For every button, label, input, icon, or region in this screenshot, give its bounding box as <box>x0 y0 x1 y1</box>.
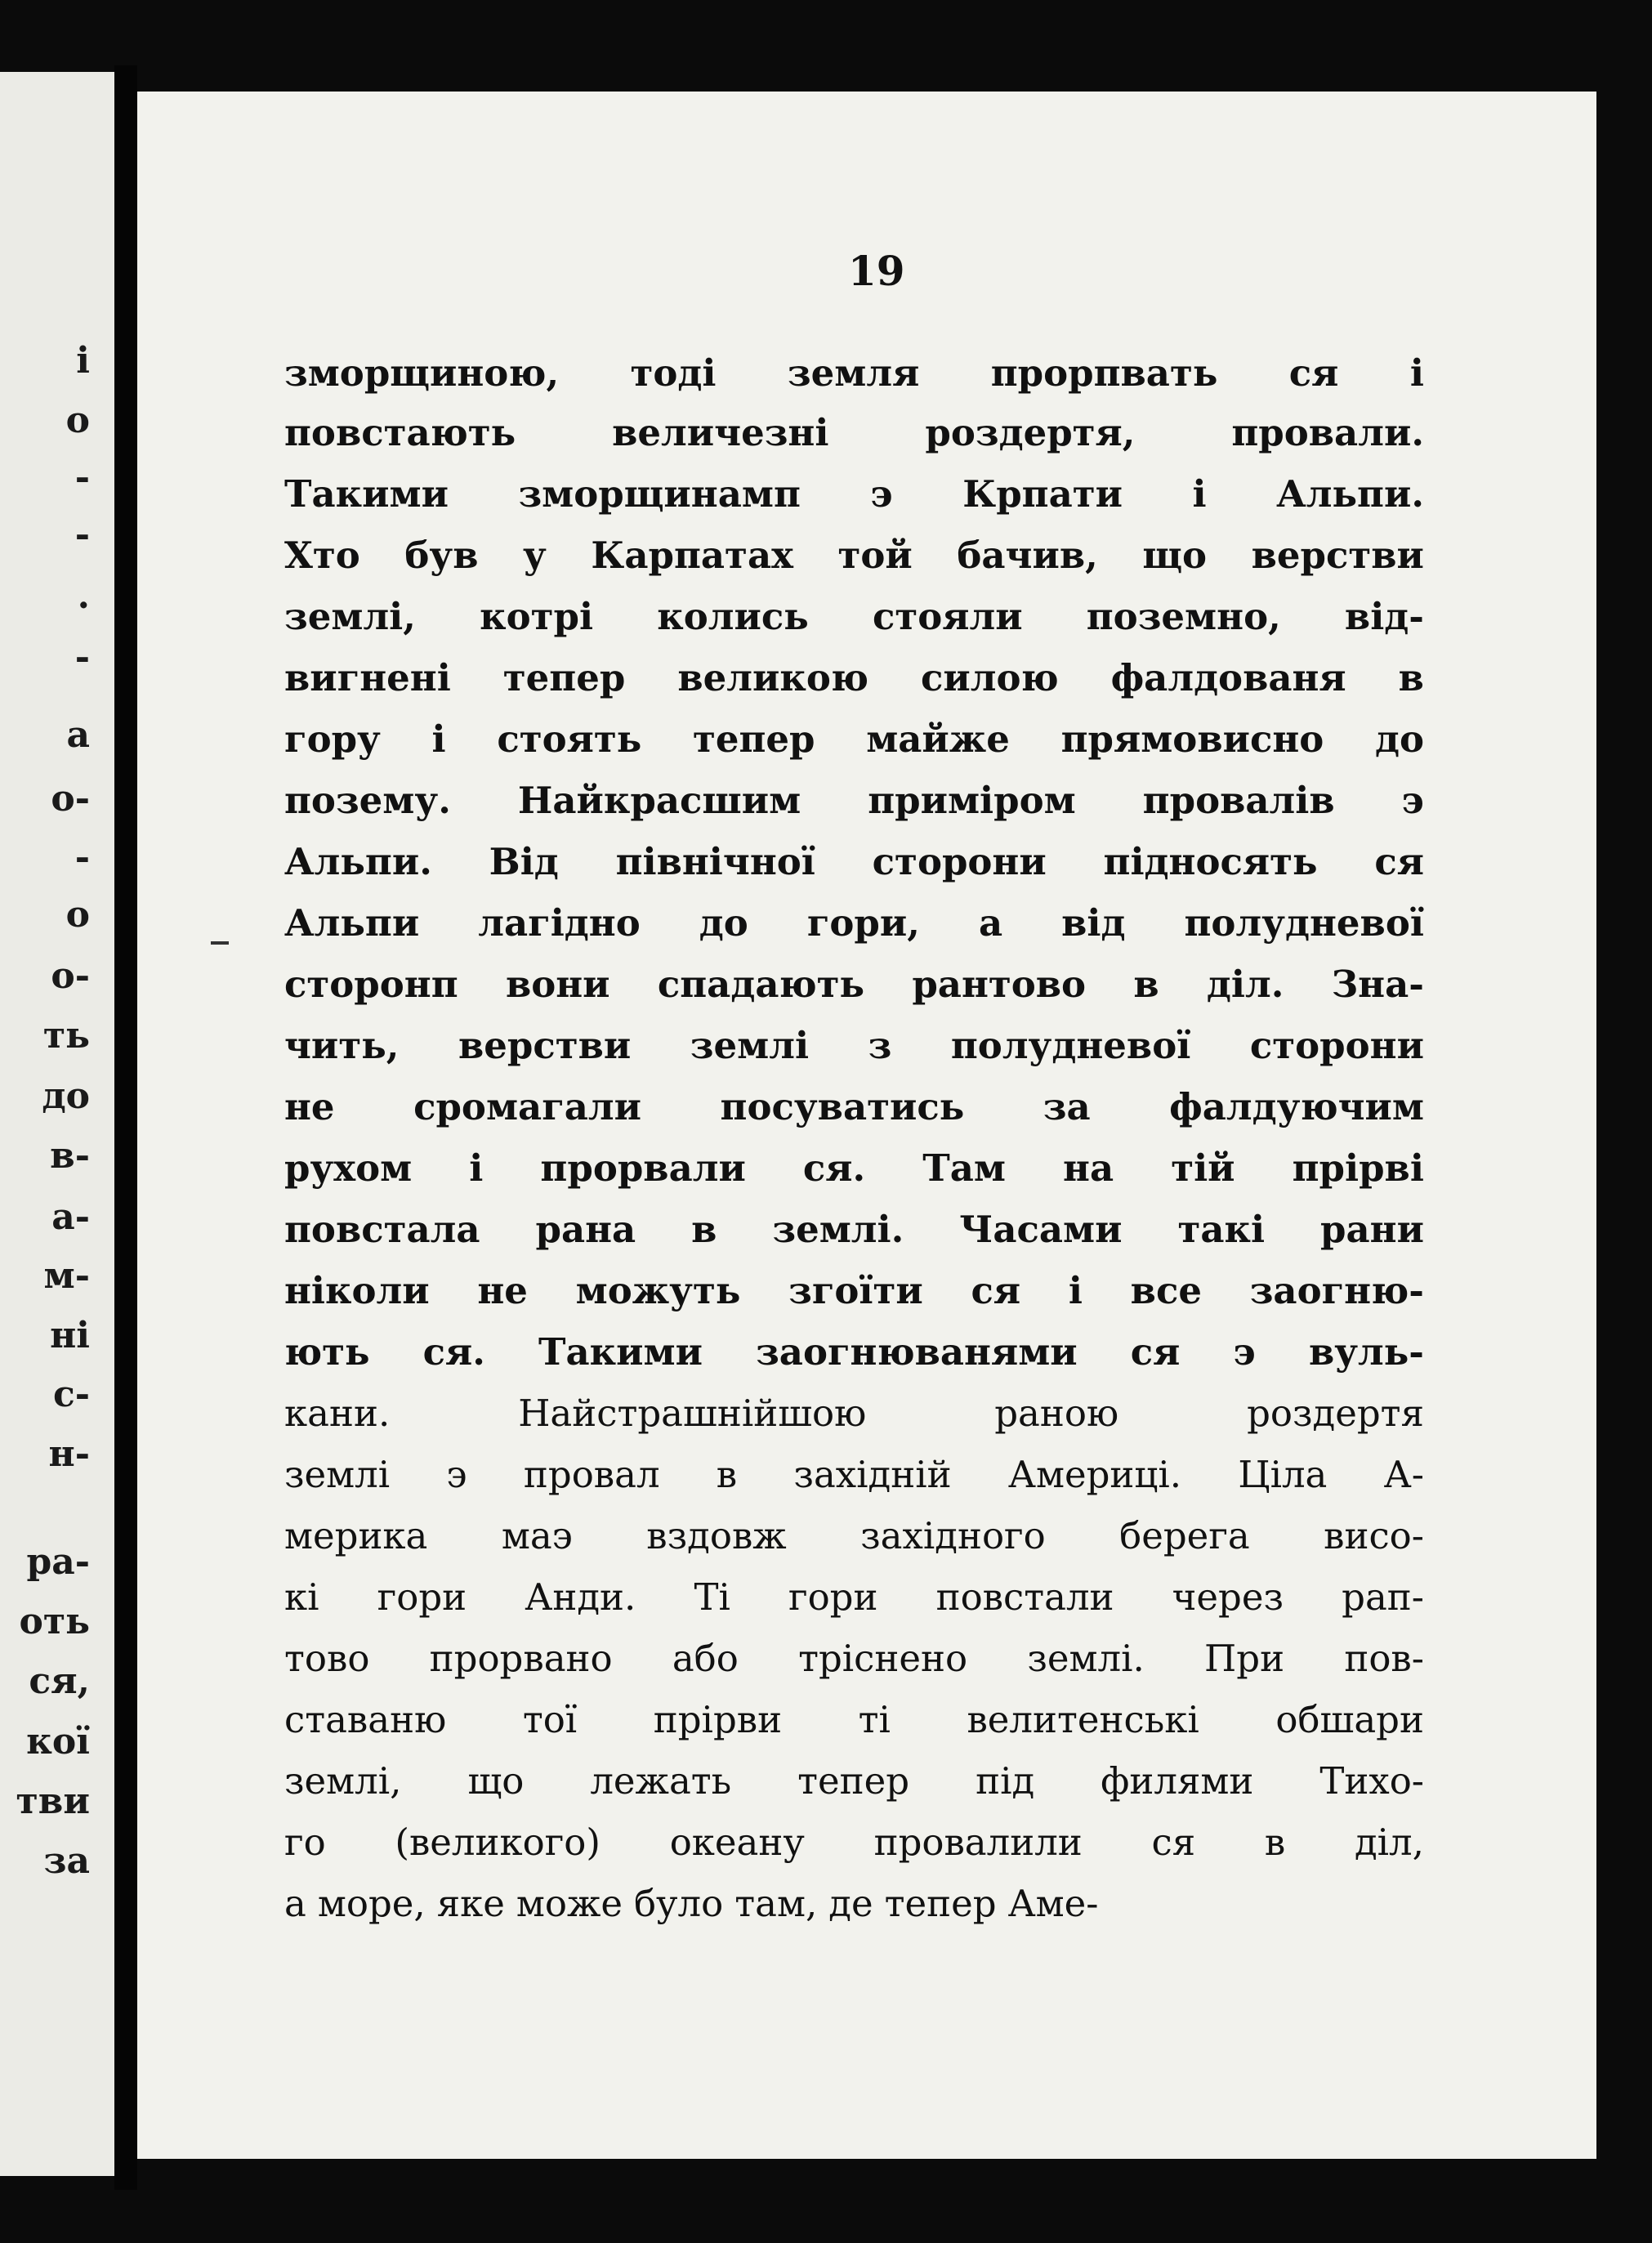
text-word: у <box>523 534 547 577</box>
text-word: тепер <box>797 1759 910 1803</box>
text-line <box>284 472 1424 516</box>
text-word: провал <box>523 1453 660 1496</box>
text-word: провалів <box>1142 779 1335 822</box>
left-page-fragment: с- <box>52 1374 90 1415</box>
text-line <box>284 779 1424 822</box>
text-line <box>284 963 1424 1006</box>
text-word: маэ <box>501 1514 573 1557</box>
text-word: ся <box>971 1269 1021 1312</box>
text-word: ся. <box>422 1330 485 1374</box>
text-line <box>284 1024 1424 1067</box>
text-word: Такими <box>538 1330 703 1374</box>
text-word: в <box>1264 1821 1286 1864</box>
text-word: рап- <box>1342 1575 1424 1619</box>
text-word: такі <box>1177 1208 1266 1251</box>
text-word: де <box>828 1882 873 1925</box>
text-word: спадають <box>657 963 865 1006</box>
text-word: Америці. <box>1007 1453 1182 1496</box>
text-word: майже <box>866 717 1010 761</box>
text-line <box>284 534 1424 577</box>
book-page <box>137 92 1596 2159</box>
text-word: в <box>716 1453 738 1496</box>
text-word: під <box>976 1759 1035 1803</box>
text-line <box>284 1453 1424 1496</box>
text-word: вони <box>505 963 610 1006</box>
text-word: до <box>699 901 748 945</box>
text-word: а <box>284 1882 306 1925</box>
text-word: Альпи. <box>284 840 432 883</box>
text-line <box>284 1330 1424 1374</box>
text-word: кі <box>284 1575 319 1619</box>
text-word: При <box>1204 1637 1285 1680</box>
text-word: стояли <box>872 595 1023 638</box>
text-word: ся <box>1374 840 1424 883</box>
text-word: і <box>1192 472 1207 516</box>
text-word: повстала <box>284 1208 480 1251</box>
text-word: землі. <box>772 1208 904 1251</box>
text-word: повстають <box>284 411 516 454</box>
text-word: на <box>1063 1146 1114 1190</box>
text-word: ставаню <box>284 1698 447 1741</box>
left-page-fragment: ся, <box>29 1660 90 1702</box>
text-word: прорвали <box>540 1146 746 1190</box>
left-page-fragment: о- <box>51 955 90 997</box>
left-page-fragment: до <box>42 1075 90 1117</box>
text-word: вздовж <box>646 1514 787 1557</box>
left-page-fragment: о <box>65 894 90 936</box>
left-page-fragment: а- <box>51 1196 90 1238</box>
text-word: полудневої <box>950 1024 1191 1067</box>
text-word: діл, <box>1354 1821 1424 1864</box>
text-line <box>284 1269 1424 1312</box>
text-word: землі, <box>284 595 416 638</box>
left-page-edge <box>0 72 114 2176</box>
text-word: кани. <box>284 1392 391 1435</box>
text-word: заогню- <box>1249 1269 1424 1312</box>
text-word: землі, <box>284 1759 402 1803</box>
left-page-fragment: за <box>43 1840 90 1882</box>
text-word: і <box>431 717 446 761</box>
text-word: рани <box>1320 1208 1424 1251</box>
text-word: раною <box>994 1392 1119 1435</box>
text-word: Такими <box>284 472 449 516</box>
text-word: заогнюванями <box>756 1330 1078 1374</box>
margin-mark <box>211 941 229 945</box>
text-word: зморщинамп <box>518 472 801 516</box>
text-word: стоять <box>497 717 642 761</box>
text-line <box>284 656 1424 699</box>
text-word: може <box>516 1882 623 1925</box>
left-page-fragment: м- <box>43 1255 90 1297</box>
text-word: тоді <box>630 351 717 395</box>
text-word: земля <box>787 351 920 395</box>
text-word: прорпвать <box>990 351 1218 395</box>
text-line <box>284 595 1424 638</box>
left-page-fragment: о- <box>51 778 90 820</box>
text-word: в <box>1398 656 1424 699</box>
left-page-fragment: - <box>74 457 90 498</box>
text-word: позему. <box>284 779 451 822</box>
text-word: обшари <box>1275 1698 1424 1741</box>
text-word: сторонп <box>284 963 458 1006</box>
left-page-fragment: оть <box>19 1601 90 1642</box>
text-word: повстали <box>935 1575 1114 1619</box>
text-line <box>284 1637 1424 1680</box>
text-word: посуватись <box>720 1085 965 1128</box>
text-word: ся <box>1151 1821 1196 1864</box>
text-word: Найстрашнійшою <box>518 1392 867 1435</box>
text-word: прямовисно <box>1060 717 1324 761</box>
text-word: ті <box>858 1698 891 1741</box>
left-page-fragment: і <box>76 340 90 382</box>
text-word: або <box>672 1637 739 1680</box>
text-word: західного <box>860 1514 1046 1557</box>
text-line <box>284 1759 1424 1803</box>
text-word: Крпати <box>962 472 1123 516</box>
text-word: ся <box>1130 1330 1181 1374</box>
text-word: тій <box>1171 1146 1235 1190</box>
text-word: Ціла <box>1238 1453 1328 1496</box>
left-page-fragment: - <box>74 514 90 556</box>
text-word: океану <box>669 1821 805 1864</box>
text-line <box>284 1514 1424 1557</box>
text-line <box>284 411 1424 454</box>
text-word: Аме- <box>1007 1882 1099 1925</box>
book-spine-shadow <box>114 65 137 2190</box>
text-line <box>284 717 1424 761</box>
text-word: в <box>1133 963 1159 1006</box>
text-line <box>284 1698 1424 1741</box>
text-word: мерика <box>284 1514 428 1557</box>
text-line <box>284 1085 1424 1128</box>
page-number: 19 <box>848 247 905 295</box>
left-page-fragment: - <box>74 637 90 678</box>
text-word: бачив, <box>957 534 1098 577</box>
text-line <box>284 840 1424 883</box>
text-word: море, <box>317 1882 426 1925</box>
text-word: Найкрасшим <box>517 779 801 822</box>
text-word: величезні <box>612 411 829 454</box>
text-word: А- <box>1383 1453 1424 1496</box>
text-word: сторони <box>1249 1024 1424 1067</box>
text-word: прірві <box>1292 1146 1424 1190</box>
text-word: ся <box>1288 351 1339 395</box>
left-page-fragment: тви <box>16 1781 90 1822</box>
text-word: рантово <box>912 963 1087 1006</box>
text-word: Карпатах <box>591 534 793 577</box>
text-line <box>284 351 1424 395</box>
text-word: гори <box>788 1575 878 1619</box>
left-page-fragment: а <box>66 714 90 756</box>
text-word: приміром <box>868 779 1076 822</box>
text-word: великою <box>677 656 868 699</box>
text-line <box>284 1575 1424 1619</box>
text-word: сромагали <box>413 1085 642 1128</box>
text-word: э <box>446 1453 467 1496</box>
text-word: лежать <box>590 1759 732 1803</box>
text-word: там, <box>734 1882 818 1925</box>
text-word: берега <box>1119 1514 1250 1557</box>
text-word: не <box>284 1085 335 1128</box>
text-word: було <box>633 1882 724 1925</box>
text-word: з <box>868 1024 892 1067</box>
text-word: верстви <box>1251 534 1424 577</box>
text-word: чить, <box>284 1024 400 1067</box>
text-word: від- <box>1344 595 1424 638</box>
text-word: Тихо- <box>1319 1759 1424 1803</box>
text-word: провали. <box>1231 411 1424 454</box>
left-page-fragment: . <box>77 575 90 617</box>
text-word: гору <box>284 717 381 761</box>
text-word: ся. <box>802 1146 866 1190</box>
text-line <box>284 1146 1424 1190</box>
text-line <box>284 1392 1424 1435</box>
text-word: велитенські <box>967 1698 1199 1741</box>
left-page-fragment: ть <box>42 1015 90 1057</box>
text-word: зморщиною, <box>284 351 560 395</box>
text-word: через <box>1172 1575 1284 1619</box>
text-word: пов- <box>1344 1637 1424 1680</box>
text-word: тепер <box>692 717 815 761</box>
text-word: Часами <box>959 1208 1123 1251</box>
text-line <box>284 1821 1424 1864</box>
text-word: силою <box>920 656 1059 699</box>
left-page-fragment: кої <box>26 1721 90 1763</box>
text-word: висо- <box>1324 1514 1424 1557</box>
text-word: ніколи <box>284 1269 430 1312</box>
text-word: землі <box>690 1024 810 1067</box>
text-line <box>284 1882 1424 1925</box>
left-page-fragment: ра- <box>26 1541 90 1583</box>
text-word: сторони <box>872 840 1047 883</box>
text-word: го <box>284 1821 326 1864</box>
text-word: Альпи <box>284 901 420 945</box>
text-word: не <box>477 1269 528 1312</box>
text-word: що <box>467 1759 525 1803</box>
text-word: Хто <box>284 534 360 577</box>
text-word: фалдуючим <box>1169 1085 1424 1128</box>
text-word: західній <box>793 1453 952 1496</box>
text-word: той <box>837 534 913 577</box>
text-word: полудневої <box>1184 901 1424 945</box>
text-word: э <box>870 472 893 516</box>
text-word: Альпи. <box>1276 472 1424 516</box>
text-word: Там <box>922 1146 1006 1190</box>
text-word: лагідно <box>478 901 641 945</box>
text-word: що <box>1142 534 1208 577</box>
text-word: прорвано <box>429 1637 613 1680</box>
text-word: Від <box>489 840 559 883</box>
text-word: гори <box>377 1575 467 1619</box>
text-word: в <box>691 1208 717 1251</box>
text-word: Ті <box>694 1575 730 1619</box>
left-page-fragment: н- <box>48 1433 90 1475</box>
text-word: ють <box>284 1330 370 1374</box>
left-page-fragment: о <box>65 400 90 441</box>
text-word: землі. <box>1027 1637 1145 1680</box>
text-word: роздертя <box>1247 1392 1424 1435</box>
text-word: за <box>1043 1085 1091 1128</box>
text-word: тріснено <box>798 1637 968 1680</box>
text-word: верстви <box>458 1024 632 1067</box>
text-word: прірви <box>653 1698 783 1741</box>
text-word: можуть <box>575 1269 741 1312</box>
text-word: Анди. <box>525 1575 636 1619</box>
text-word: тепер <box>502 656 626 699</box>
text-word: Зна- <box>1331 963 1424 1006</box>
text-word: колись <box>657 595 809 638</box>
text-word: був <box>404 534 479 577</box>
text-word: підносять <box>1103 840 1318 883</box>
text-word: тої <box>522 1698 578 1741</box>
text-word: котрі <box>480 595 594 638</box>
text-word: поземно, <box>1086 595 1281 638</box>
text-word: а <box>978 901 1003 945</box>
text-word: э <box>1233 1330 1256 1374</box>
text-word: землі <box>284 1453 391 1496</box>
text-word: э <box>1401 779 1424 822</box>
text-word: згоїти <box>788 1269 923 1312</box>
text-word: тово <box>284 1637 370 1680</box>
text-word: і <box>1409 351 1424 395</box>
text-word: діл. <box>1206 963 1284 1006</box>
text-word: тепер <box>884 1882 997 1925</box>
text-word: все <box>1130 1269 1202 1312</box>
text-word: фалдованя <box>1110 656 1346 699</box>
text-line <box>284 1208 1424 1251</box>
text-word: гори, <box>806 901 920 945</box>
text-word: рухом <box>284 1146 413 1190</box>
text-word: (великого) <box>395 1821 601 1864</box>
text-word: північної <box>615 840 815 883</box>
text-word: і <box>469 1146 484 1190</box>
text-word: і <box>1068 1269 1083 1312</box>
left-page-fragment: в- <box>50 1135 90 1177</box>
left-page-fragment: - <box>74 837 90 878</box>
text-word: филями <box>1101 1759 1254 1803</box>
text-word: роздертя, <box>925 411 1136 454</box>
text-word: провалили <box>873 1821 1083 1864</box>
text-word: від <box>1061 901 1126 945</box>
text-word: рана <box>535 1208 636 1251</box>
left-page-fragment: ні <box>50 1315 90 1356</box>
text-word: яке <box>436 1882 505 1925</box>
text-line <box>284 901 1424 945</box>
text-word: вуль- <box>1308 1330 1424 1374</box>
text-word: вигнені <box>284 656 451 699</box>
text-word: до <box>1374 717 1424 761</box>
